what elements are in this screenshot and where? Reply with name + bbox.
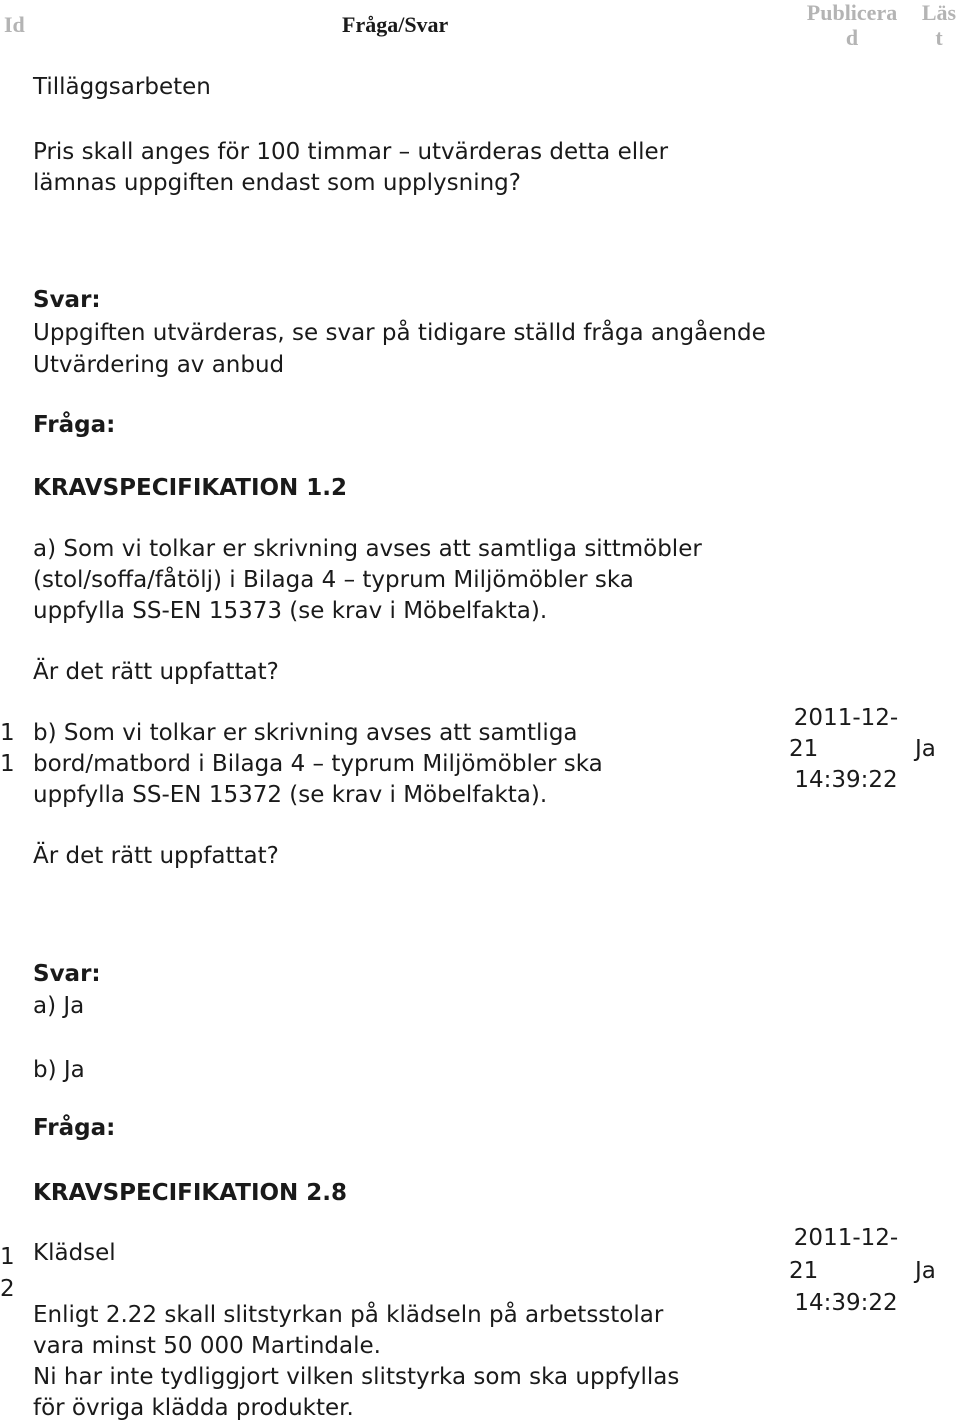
- question-text-line: Är det rätt uppfattat?: [33, 843, 279, 869]
- column-header-read-line1: Läs: [921, 0, 957, 25]
- question-heading: KRAVSPECIFIKATION 1.2: [33, 475, 348, 501]
- read-status: Ja: [915, 1258, 936, 1284]
- question-text-line: b) Som vi tolkar er skrivning avses att samtliga: [33, 720, 578, 746]
- answer-label: Svar:: [33, 287, 101, 313]
- question-text-line: Ni har inte tydliggjort vilken slitstyrka som ska uppfyllas: [33, 1364, 680, 1390]
- column-header-id: Id: [4, 12, 25, 37]
- question-text-line: Pris skall anges för 100 timmar – utvärderas detta eller: [33, 139, 669, 165]
- column-header-published-line2: d: [845, 25, 859, 50]
- question-text-line: lämnas uppgiften endast som upplysning?: [33, 170, 521, 196]
- question-text-line: a) Som vi tolkar er skrivning avses att samtliga sittmöbler: [33, 536, 702, 562]
- question-text-line: bord/matbord i Bilaga 4 – typrum Miljömöbler ska: [33, 751, 603, 777]
- column-header-published-line1: Publicera: [806, 0, 898, 25]
- column-header-published: [796, 0, 908, 50]
- entry-id-line: 1: [0, 751, 15, 777]
- entry-id-line: 1: [0, 1244, 15, 1270]
- entry-id-line: 2: [0, 1276, 15, 1302]
- answer-text-line: Utvärdering av anbud: [33, 352, 285, 378]
- published-date-line: 21: [789, 736, 819, 762]
- question-label: Fråga:: [33, 1115, 116, 1141]
- column-header-read: [918, 0, 960, 50]
- question-text-line: vara minst 50 000 Martindale.: [33, 1333, 381, 1359]
- table-header: [0, 0, 960, 50]
- question-text-line: för övriga klädda produkter.: [33, 1395, 354, 1421]
- column-header-question-answer: Fråga/Svar: [342, 12, 449, 37]
- entry-id-line: 1: [0, 720, 15, 746]
- published-time: 14:39:22: [794, 1290, 898, 1316]
- question-text-line: uppfylla SS-EN 15372 (se krav i Möbelfakta).: [33, 782, 548, 808]
- answer-text-line: b) Ja: [33, 1057, 85, 1083]
- column-header-read-line2: t: [935, 25, 943, 50]
- question-text-line: Enligt 2.22 skall slitstyrkan på klädseln på arbetsstolar: [33, 1302, 664, 1328]
- published-time: 14:39:22: [794, 767, 898, 793]
- published-date-line: 2011-12-: [793, 1225, 899, 1251]
- answer-text-line: a) Ja: [33, 993, 85, 1019]
- entry-title: Tilläggsarbeten: [33, 74, 211, 100]
- read-status: Ja: [915, 736, 936, 762]
- published-date-line: 21: [789, 1258, 819, 1284]
- question-text-line: Är det rätt uppfattat?: [33, 659, 279, 685]
- published-date-line: 2011-12-: [793, 705, 899, 731]
- question-text-line: (stol/soffa/fåtölj) i Bilaga 4 – typrum Miljömöbler ska: [33, 567, 634, 593]
- question-text-line: Klädsel: [33, 1240, 116, 1266]
- answer-label: Svar:: [33, 961, 101, 987]
- question-label: Fråga:: [33, 412, 116, 438]
- question-text-line: uppfylla SS-EN 15373 (se krav i Möbelfakta).: [33, 598, 548, 624]
- answer-text-line: Uppgiften utvärderas, se svar på tidigare ställd fråga angående: [33, 320, 766, 346]
- question-heading: KRAVSPECIFIKATION 2.8: [33, 1180, 348, 1206]
